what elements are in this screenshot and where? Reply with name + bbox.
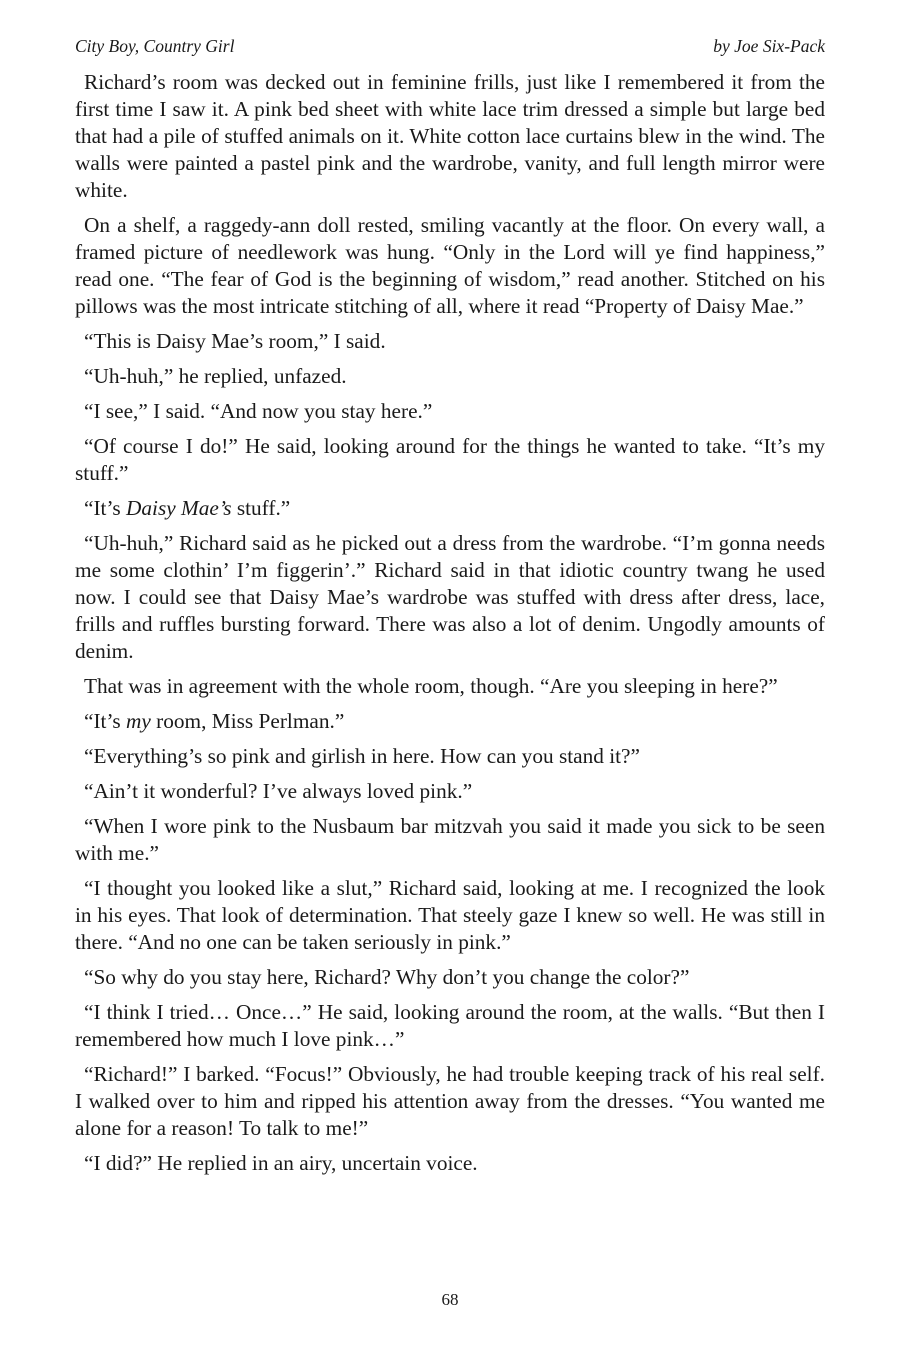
italic-emphasis: my <box>126 709 151 733</box>
paragraph: “So why do you stay here, Richard? Why don’t you change the color?” <box>84 965 690 989</box>
paragraph: “I think I tried… Once…” He said, looking around the room, at the walls. “But then I remembered how much I love pink…” <box>75 1000 825 1051</box>
paragraph: “I thought you looked like a slut,” Richard said, looking at me. I recognized the look in his eyes. That look of determination. That steely gaze I knew so well. He was still in there. “And no one can be taken seriously in pink.” <box>75 876 825 954</box>
paragraph: “This is Daisy Mae’s room,” I said. <box>84 329 386 353</box>
paragraph: “Uh-huh,” he replied, unfazed. <box>84 364 347 388</box>
paragraph: That was in agreement with the whole room, though. “Are you sleeping in here?” <box>84 674 778 698</box>
paragraph: “When I wore pink to the Nusbaum bar mitzvah you said it made you sick to be seen with me.” <box>75 814 825 865</box>
paragraph: “I see,” I said. “And now you stay here.” <box>84 399 433 423</box>
paragraph: “It’s Daisy Mae’s stuff.” <box>84 496 291 520</box>
paragraph: Richard’s room was decked out in feminine frills, just like I remembered it from the first time I saw it. A pink bed sheet with white lace trim dressed a simple but large bed that had a pile of stuffed animals on it. White cotton lace curtains blew in the wind. The walls were painted a pastel pink and the wardrobe, vanity, and full length mirror were white. <box>75 70 825 202</box>
paragraph: “I did?” He replied in an airy, uncertain voice. <box>84 1151 478 1175</box>
author-name: by Joe Six-Pack <box>713 36 825 56</box>
paragraph: “Uh-huh,” Richard said as he picked out a dress from the wardrobe. “I’m gonna needs me some clothin’ I’m figgerin’.” Richard said in that idiotic country twang he used now. I could see that Daisy Mae’s wardrobe was stuffed with dress after dress, lace, frills and ruffles bursting forward. There was also a lot of denim. Ungodly amounts of denim. <box>75 531 825 663</box>
paragraph: “Ain’t it wonderful? I’ve always loved pink.” <box>84 779 473 803</box>
paragraph: On a shelf, a raggedy-ann doll rested, smiling vacantly at the floor. On every wall, a framed picture of needlework was hung. “Only in the Lord will ye find happiness,” read one. “The fear of God is the beginning of wisdom,” read another. Stitched on his pillows was the most intricate stitching of all, where it read “Property of Daisy Mae.” <box>75 213 825 318</box>
paragraph: “Richard!” I barked. “Focus!” Obviously, he had trouble keeping track of his real self. I walked over to him and ripped his attention away from the dresses. “You wanted me alone for a reason! To talk to me!” <box>75 1062 825 1140</box>
running-header <box>75 36 825 56</box>
book-title: City Boy, Country Girl <box>75 36 235 56</box>
paragraph: “Of course I do!” He said, looking around for the things he wanted to take. “It’s my stuff.” <box>75 434 825 485</box>
italic-emphasis: Daisy Mae’s <box>126 496 232 520</box>
paragraph: “It’s my room, Miss Perlman.” <box>84 709 345 733</box>
page-number: 68 <box>441 1290 459 1309</box>
page-body <box>75 69 825 1177</box>
paragraph: “Everything’s so pink and girlish in here. How can you stand it?” <box>84 744 640 768</box>
